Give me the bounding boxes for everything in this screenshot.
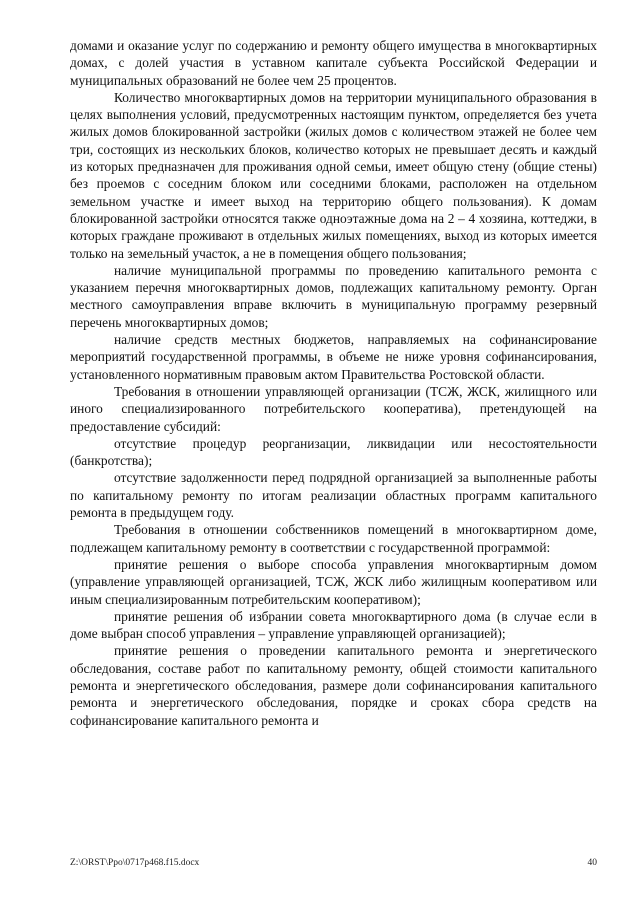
paragraph: принятие решения об избрании совета многоквартирного дома (в случае если в доме выбран способ управления – управление управляющей организацией);: [70, 608, 597, 642]
paragraph: наличие средств местных бюджетов, направляемых на софинансирование мероприятий государственной программы, в объеме не ниже уровня софинансирования, установленного нормативным правовым актом Правительства Ростовской области.: [70, 332, 597, 382]
paragraph: принятие решения о выборе способа управления многоквартирным домом (управление управляющей организацией, ТСЖ, ЖСК либо жилищным кооперативом или иным специализированным потребительским кооперативом);: [70, 556, 597, 607]
paragraph: отсутствие процедур реорганизации, ликвидации или несостоятельности (банкротства);: [70, 435, 597, 469]
page-number: 40: [587, 858, 597, 868]
paragraph: домами и оказание услуг по содержанию и ремонту общего имущества в многоквартирных домах, с долей участия в уставном капитале субъекта Российской Федерации и муниципальных образований не более чем 25 процентов.: [70, 38, 597, 88]
paragraph: Требования в отношении управляющей организации (ТСЖ, ЖСК, жилищного или иного специализированного потребительского кооператива), претендующей на предоставление субсидий:: [70, 383, 597, 434]
file-path: Z:\ORST\Ppo\0717p468.f15.docx: [70, 858, 200, 868]
paragraph: наличие муниципальной программы по проведению капитального ремонта с указанием перечня многоквартирных домов, подлежащих капитальному ремонту. Орган местного самоуправления вправе включить в муниципальную программу резервный перечень многоквартирных домов;: [70, 262, 597, 330]
document-body: [70, 37, 597, 729]
paragraph: отсутствие задолженности перед подрядной организацией за выполненные работы по капитальному ремонту по итогам реализации областных программ капитального ремонта в предыдущем году.: [70, 470, 597, 521]
paragraph: Требования в отношении собственников помещений в многоквартирном доме, подлежащем капитальному ремонту в соответствии с государственной программой:: [70, 522, 597, 555]
paragraph: Количество многоквартирных домов на территории муниципального образования в целях выполнения условий, предусмотренных настоящим пунктом, определяется без учета жилых домов блокированной застройки (жилых домов с количеством этажей не более чем три, состоящих из нескольких блоков, количество которых не превышает десять и каждый из которых предназначен для проживания одной семьи, имеет общую стену (общие стены) без проемов с соседним блоком или соседними блоками, расположен на отдельном земельном участке и имеет выход на территорию общего пользования). К домам блокированной застройки относятся также одноэтажные дома на 2 – 4 хозяина, коттеджи, в которых граждане проживают в отдельных жилых помещениях, выход из которых имеется только на земельный участок, а не в помещения общего пользования;: [70, 89, 597, 261]
paragraph: принятие решения о проведении капитального ремонта и энергетического обследования, составе работ по капитальному ремонту, общей стоимости капитального ремонта и энергетического обследования, размере доли софинансирования капитального ремонта и энергетического обследования, порядке и сроках сбора средств на софинансирование капитального ремонта и: [70, 643, 597, 728]
